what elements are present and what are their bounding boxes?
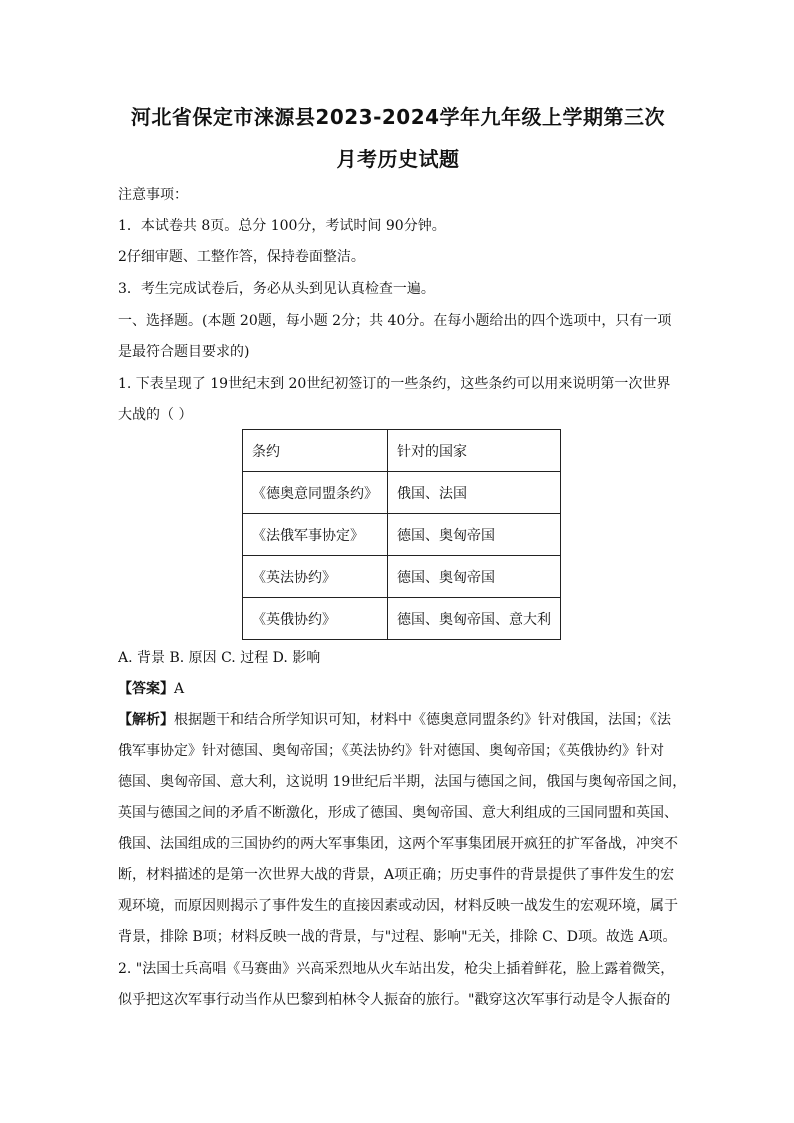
section-instruction: 一、选择题。(本题 20题，每小题 2分；共 40分。在每小题给出的四个选项中，只有一项 (118, 313, 672, 329)
table-cell: 德国、奥匈帝国 (388, 556, 561, 598)
table-row (243, 514, 561, 556)
table-cell: 《法俄军事协定》 (243, 514, 388, 556)
section-instruction: 是最符合题目要求的) (118, 344, 250, 360)
notice-item: 2仔细审题、工整作答，保持卷面整洁。 (118, 249, 365, 265)
analysis-label: 【解析】 (118, 712, 174, 728)
table-cell: 《德奥意同盟条约》 (243, 472, 388, 514)
table-header-cell: 针对的国家 (388, 430, 561, 472)
q1-analysis-line: 俄军事协定》针对德国、奥匈帝国；《英法协约》针对德国、奥匈帝国；《英俄协约》针对 (118, 743, 664, 759)
exam-title-line-2: 月考历史试题 (336, 147, 460, 171)
table-cell: 德国、奥匈帝国 (388, 514, 561, 556)
table-row (243, 472, 561, 514)
q1-analysis-line: 英国与德国之间的矛盾不断激化，形成了德国、奥匈帝国、意大利组成的三国同盟和英国、 (118, 805, 678, 821)
table-header-row (243, 430, 561, 472)
notice-item: 1．本试卷共 8页。总分 100分，考试时间 90分钟。 (118, 218, 446, 234)
q1-analysis-line: 观环境，而原因则揭示了事件发生的直接因素或动因，材料反映一战发生的宏观环境，属于 (118, 898, 678, 914)
answer-label: 【答案】 (118, 681, 174, 697)
q1-analysis-line (118, 710, 688, 730)
table-header-cell: 条约 (243, 430, 388, 472)
q1-analysis-line: 德国、奥匈帝国、意大利，这说明 19世纪后半期，法国与德国之间，俄国与奥匈帝国之间， (118, 774, 687, 790)
q1-analysis-line: 俄国、法国组成的三国协约的两大军事集团，这两个军事集团展开疯狂的扩军备战，冲突不 (118, 836, 678, 852)
q1-analysis-line: 断，材料描述的是第一次世界大战的背景，A项正确；历史事件的背景提供了事件发生的宏 (118, 867, 675, 883)
q2-stem-line: 似乎把这次军事行动当作从巴黎到柏林令人振奋的旅行。"戳穿这次军事行动是令人振奋的 (118, 992, 671, 1008)
table-row (243, 598, 561, 640)
table-cell: 《英俄协约》 (243, 598, 388, 640)
table-cell: 德国、奥匈帝国、意大利 (388, 598, 561, 640)
notice-heading: 注意事项： (118, 187, 188, 203)
analysis-text: 根据题干和结合所学知识可知，材料中《德奥意同盟条约》针对俄国，法国；《法 (174, 712, 671, 728)
q1-stem: 1. 下表呈现了 19世纪末到 20世纪初签订的一些条约，这些条约可以用来说明第一次世界 (118, 376, 671, 392)
table-cell: 《英法协约》 (243, 556, 388, 598)
q1-options: A. 背景 B. 原因 C. 过程 D. 影响 (118, 650, 321, 666)
q1-stem: 大战的（ ） (118, 407, 193, 423)
q2-stem-line: 2. "法国士兵高唱《马赛曲》兴高采烈地从火车站出发，枪尖上插着鲜花，脸上露着微笑， (118, 961, 675, 977)
table-row (243, 556, 561, 598)
answer-value: A (174, 681, 185, 697)
table-cell: 俄国、法国 (388, 472, 561, 514)
notice-item: 3．考生完成试卷后，务必从头到见认真检查一遍。 (118, 281, 435, 297)
treaty-table (242, 429, 561, 640)
exam-title-line-1: 河北省保定市涞源县2023-2024学年九年级上学期第三次 (130, 105, 666, 129)
q1-analysis-line: 背景，排除 B项；材料反映一战的背景，与"过程、影响"无关，排除 C、D项。故选 A项。 (118, 929, 677, 945)
q1-answer (118, 679, 688, 699)
